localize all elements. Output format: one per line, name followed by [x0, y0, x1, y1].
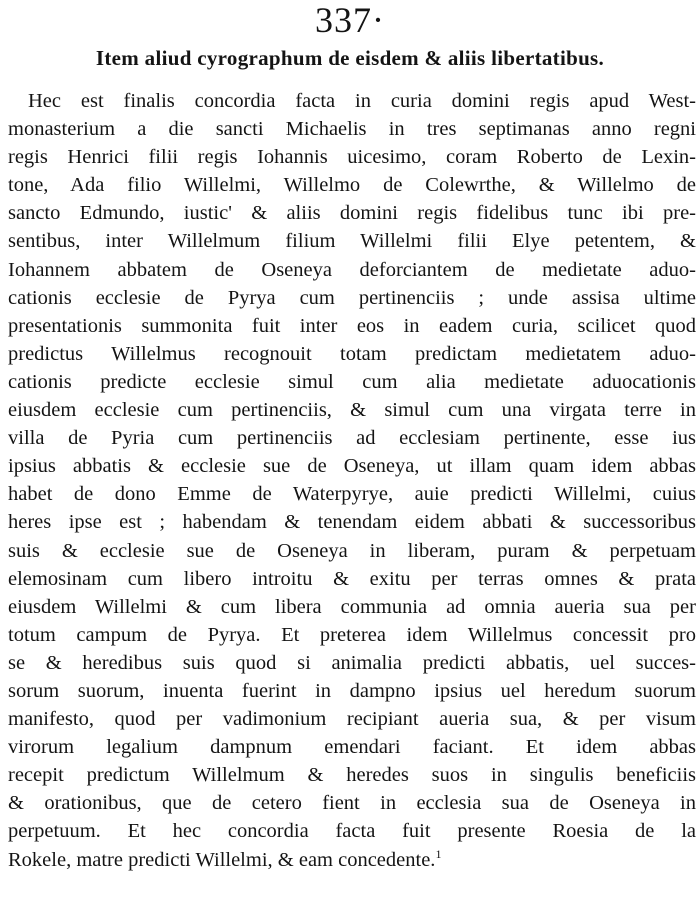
text-line: regis Henrici filii regis Iohannis uicesimo, coram Roberto de Lexin- [8, 146, 696, 169]
text-line: tone, Ada filio Willelmi, Willelmo de Colewrthe, & Willelmo de [8, 174, 696, 197]
text-line: manifesto, quod per vadimonium recipiant aueria sua, & per visum [8, 708, 696, 731]
charter-heading: Item aliud cyrographum de eisdem & aliis libertatibus. [95, 46, 605, 70]
text-line: ipsius abbatis & ecclesie sue de Oseneya, ut illam quam idem abbas [8, 455, 696, 478]
text-line: villa de Pyria cum pertinenciis ad ecclesiam pertinente, esse ius [8, 427, 696, 450]
text-line: presentationis summonita fuit inter eos in eadem curia, scilicet quod [8, 314, 696, 337]
page-number: 337· [315, 0, 385, 40]
text-line: & orationibus, que de cetero fient in ecclesia sua de Oseneya in [8, 792, 696, 815]
text-line: eiusdem Willelmi & cum libera communia ad omnia aueria sua per [8, 595, 696, 618]
text-line: cationis predicte ecclesie simul cum alia medietate aduocationis [8, 370, 696, 393]
text-line: se & heredibus suis quod si animalia predicti abbatis, uel succes- [8, 651, 696, 674]
footnote-marker: 1 [435, 846, 442, 861]
text-line: monasterium a die sancti Michaelis in tres septimanas anno regni [8, 118, 696, 141]
text-line: Iohannem abbatem de Oseneya deforciantem de medietate aduo- [8, 258, 696, 281]
text-line: Hec est finalis concordia facta in curia domini regis apud West- [28, 90, 696, 112]
text-line-last [8, 846, 696, 874]
text-line: eiusdem ecclesie cum pertinenciis, & simul cum una virgata terre in [8, 399, 696, 422]
text-line: sorum suorum, inuenta fuerint in dampno ipsius uel heredum suorum [8, 679, 696, 702]
text-line: perpetuum. Et hec concordia facta fuit presente Roesia de la [8, 820, 696, 843]
text-line: cationis ecclesie de Pyrya cum pertinenciis ; unde assisa ultime [8, 286, 696, 309]
text-line: totum campum de Pyrya. Et preterea idem Willelmus concessit pro [8, 623, 696, 646]
text-line: sancto Edmundo, iustic' & aliis domini regis fidelibus tunc ibi pre- [8, 202, 696, 225]
text-line: suis & ecclesie sue de Oseneya in liberam, puram & perpetuam [8, 539, 696, 562]
text-line: habet de dono Emme de Waterpyrye, auie predicti Willelmi, cuius [8, 483, 696, 506]
charter-text [8, 87, 696, 874]
text-line: sentibus, inter Willelmum filium Willelmi filii Elye petentem, & [8, 230, 696, 253]
text-line: predictus Willelmus recognouit totam predictam medietatem aduo- [8, 342, 696, 365]
text-line: recepit predictum Willelmum & heredes suos in singulis beneficiis [8, 764, 696, 787]
text-line: heres ipse est ; habendam & tenendam eidem abbati & successoribus [8, 511, 696, 534]
text-line: elemosinam cum libero introitu & exitu per terras omnes & prata [8, 567, 696, 590]
text-line: virorum legalium dampnum emendari faciant. Et idem abbas [8, 736, 696, 759]
last-line-text: Rokele, matre predicti Willelmi, & eam concedente. [8, 848, 436, 871]
